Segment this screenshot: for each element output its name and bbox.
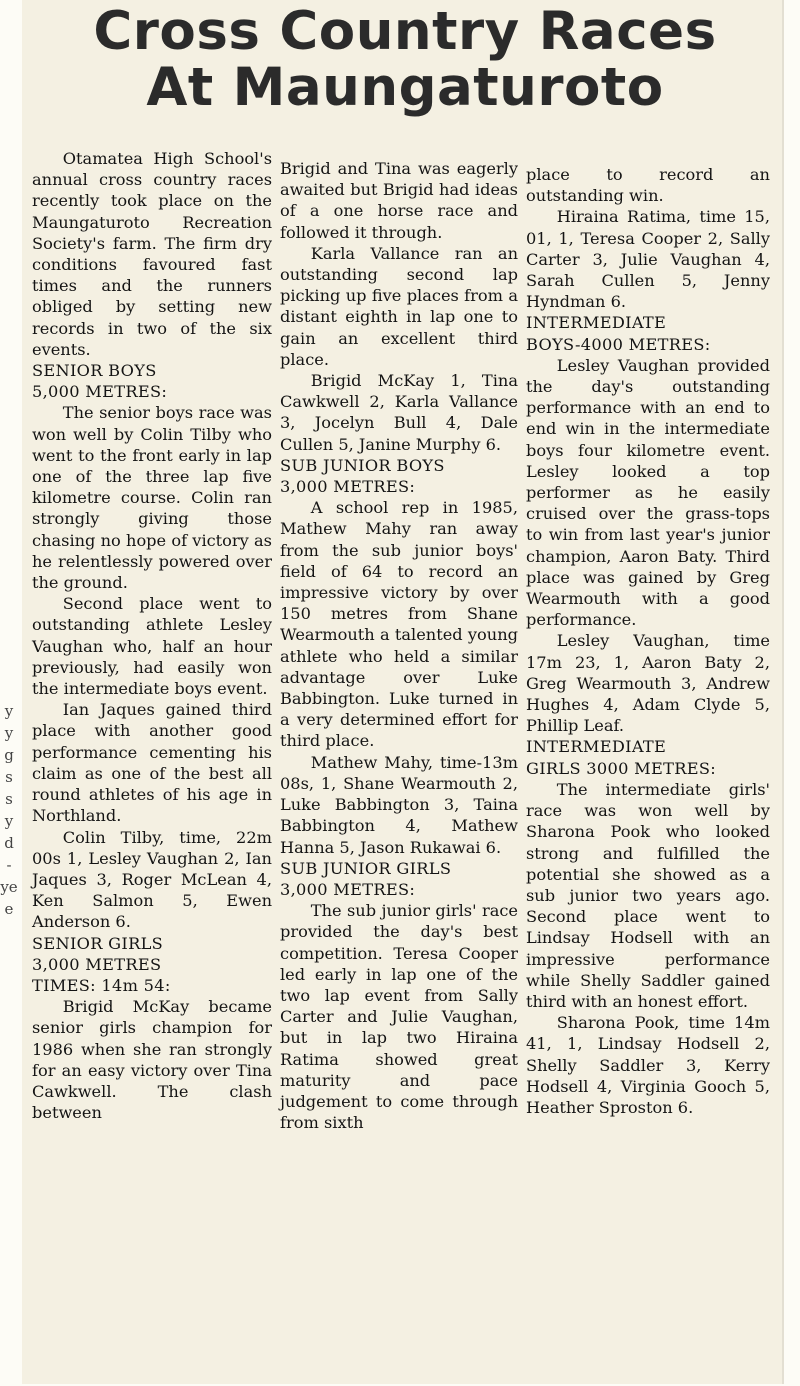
article-paragraph: A school rep in 1985, Mathew Mahy ran away from the sub junior boys' field of 64 to record an impressive victory by over 150 metres from Shane Wearmouth a talented young athlete who held a similar advantage over Luke Babbington. Luke turned in a very determined effort for third place. (280, 498, 518, 751)
article-paragraph: The senior boys race was won well by Colin Tilby who went to the front early in lap one of the three lap five kilometre course. Colin ran strongly giving those chasing no hope of victory as he relentlessly powered over the ground. (32, 403, 272, 593)
results-paragraph: Hiraina Ratima, time 15, 01, 1, Teresa Cooper 2, Sally Carter 3, Julie Vaughan 4, Sarah Cullen 5, Jenny Hyndman 6. (526, 207, 770, 312)
section-heading: SENIOR BOYS (32, 361, 157, 381)
section-heading: INTERMEDIATE (526, 737, 667, 757)
headline-line-1: Cross Country Races (93, 1, 717, 62)
margin-mark: y (4, 724, 14, 742)
article-paragraph: Otamatea High School's annual cross country races recently took place on the Maungaturoto Recreation Society's farm. The firm dry conditions favoured fast times and the runners obliged by setting new records in two of the six events. (32, 149, 272, 359)
section-heading: INTERMEDIATE (526, 313, 667, 333)
margin-mark: ye (0, 878, 18, 896)
results-paragraph: Mathew Mahy, time-13m 08s, 1, Shane Wearmouth 2, Luke Babbington 3, Taina Babbington 4, Mathew Hanna 5, Jason Rukawai 6. (280, 752, 518, 857)
article-paragraph: Ian Jaques gained third place with another good performance cementing his claim as one of the best all round athletes of his age in Northland. (32, 700, 272, 826)
margin-mark: g (4, 746, 14, 764)
article-column-1 (32, 148, 272, 1123)
margin-mark: d (4, 834, 14, 852)
margin-fragment (0, 700, 18, 920)
margin-mark: s (5, 790, 13, 808)
margin-mark: y (4, 702, 14, 720)
section-heading: SUB JUNIOR BOYS (280, 455, 445, 475)
results-paragraph: Colin Tilby, time, 22m 00s 1, Lesley Vaughan 2, Ian Jaques 3, Roger McLean 4, Ken Salmon 5, Ewen Anderson 6. (32, 827, 272, 932)
section-heading: TIMES: 14m 54: (32, 975, 171, 995)
section-heading: 3,000 METRES (32, 954, 162, 974)
article-paragraph: Brigid McKay became senior girls champion for 1986 when she ran strongly for an easy victory over Tina Cawkwell. The clash between (32, 997, 272, 1123)
results-paragraph: Sharona Pook, time 14m 41, 1, Lindsay Hodsell 2, Shelly Saddler 3, Kerry Hodsell 4, Virginia Gooch 5, Heather Sproston 6. (526, 1013, 770, 1117)
section-heading: BOYS-4000 METRES: (526, 334, 711, 354)
section-heading: GIRLS 3000 METRES: (526, 758, 716, 778)
article-paragraph: The intermediate girls' race was won well by Sharona Pook who looked strong and fulfilled the potential she showed as a sub junior two years ago. Second place went to Lindsay Hodsell with an impressive performance while Shelly Saddler gained third with an honest effort. (526, 779, 770, 1011)
margin-mark: - (6, 856, 12, 874)
margin-mark: e (4, 900, 14, 918)
results-paragraph: Brigid McKay 1, Tina Cawkwell 2, Karla Vallance 3, Jocelyn Bull 4, Dale Cullen 5, Janine Murphy 6. (280, 371, 518, 454)
article-paragraph: Second place went to outstanding athlete Lesley Vaughan who, half an hour previously, had easily won the intermediate boys event. (32, 594, 272, 699)
headline-line-2: At Maungaturoto (146, 57, 664, 118)
article-column-2 (280, 158, 518, 1133)
article-paragraph: Brigid and Tina was eagerly awaited but Brigid had ideas of a one horse race and followed it through. (280, 159, 518, 242)
headline (30, 1, 780, 118)
article-paragraph: Lesley Vaughan provided the day's outstanding performance with an end to end win in the intermediate boys four kilometre event. Lesley looked a top performer as he easily cruised over the grass-tops to win from last year's junior champion, Aaron Baty. Third place was gained by Greg Wearmouth with a good performance. (526, 355, 770, 630)
section-heading: 3,000 METRES: (280, 879, 416, 899)
section-heading: SUB JUNIOR GIRLS (280, 858, 452, 878)
article-paragraph: The sub junior girls' race provided the day's best competition. Teresa Cooper led early in lap one of the two lap event from Sally Carter and Julie Vaughan, but in lap two Hiraina Ratima showed great maturity and pace judgement to come through from sixth (280, 901, 518, 1133)
section-heading: SENIOR GIRLS (32, 933, 164, 953)
margin-mark: y (4, 812, 14, 830)
margin-mark: s (5, 768, 13, 786)
results-paragraph: Lesley Vaughan, time 17m 23, 1, Aaron Baty 2, Greg Wearmouth 3, Andrew Hughes 4, Adam Clyde 5, Phillip Leaf. (526, 631, 770, 736)
article-paragraph: place to record an outstanding win. (526, 165, 770, 206)
article-paragraph: Karla Vallance ran an outstanding second lap picking up five places from a distant eighth in lap one to gain an excellent third place. (280, 243, 518, 369)
article-column-3 (526, 164, 770, 1118)
section-heading: 3,000 METRES: (280, 477, 416, 497)
section-heading: 5,000 METRES: (32, 382, 168, 402)
